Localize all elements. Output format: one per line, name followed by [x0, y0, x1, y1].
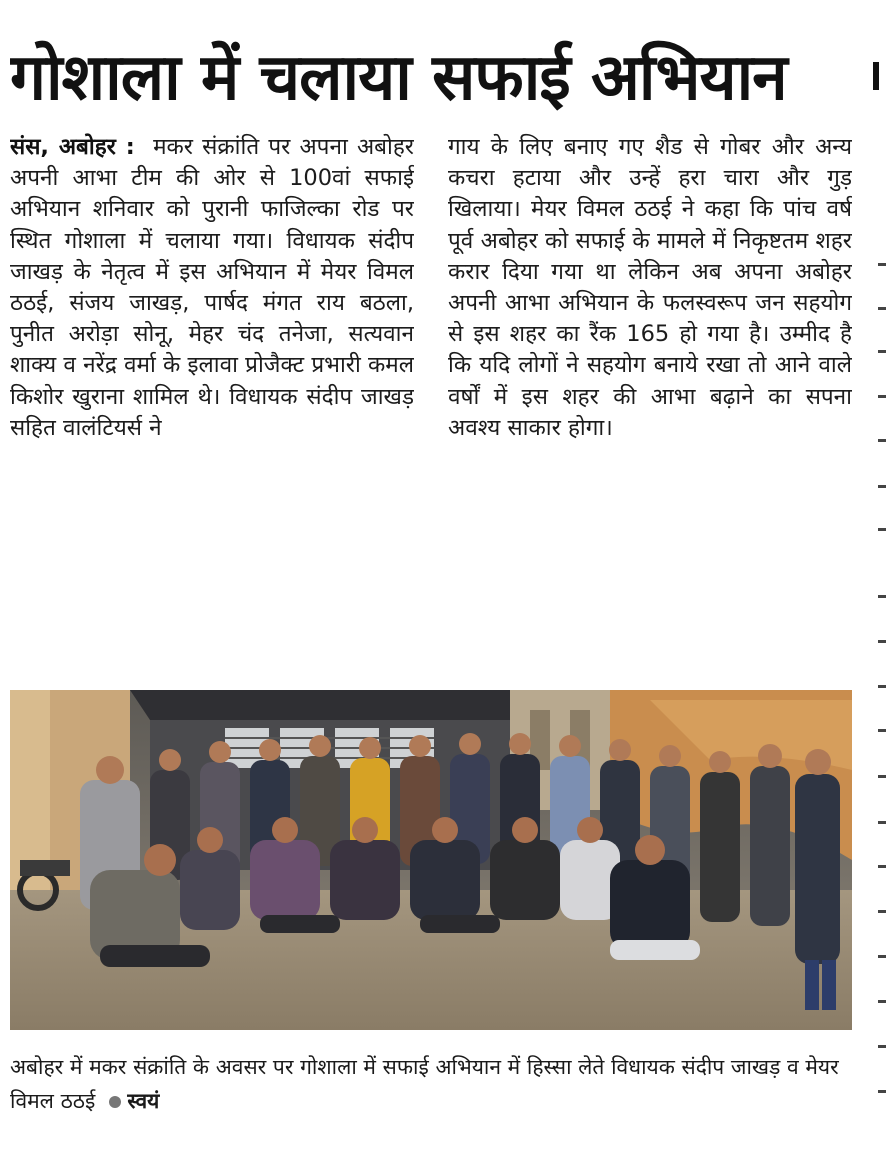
caption-text: अबोहर में मकर संक्रांति के अवसर पर गोशाला में सफाई अभियान में हिस्सा लेते विधायक संदीप जाखड़ व मेयर विमल ठठई	[10, 1055, 839, 1113]
article-column-right	[448, 132, 852, 672]
photo-caption	[10, 1050, 860, 1130]
photo-credit: स्वयं	[127, 1089, 160, 1113]
body-text-left: मकर संक्रांति पर अपना अबोहर अपनी आभा टीम की ओर से 100वां सफाई अभियान शनिवार को पुरानी फाजिल्का रोड पर स्थित गोशाला में चलाया गया। विधायक संदीप जाखड़ के नेतृत्व में इस अभियान में मेयर विमल ठठई, संजय जाखड़, पार्षद मंगत राय बठला, पुनीत अरोड़ा सोनू, मेहर चंद तनेजा, सत्यवान शाक्य व नरेंद्र वर्मा के इलावा प्रोजैक्ट प्रभारी कमल किशोर खुराना शामिल थे। विधायक संदीप जाखड़ सहित वालंटियर्स ने	[10, 134, 414, 441]
group-photo	[10, 690, 852, 1030]
credit-bullet-icon	[109, 1096, 121, 1108]
adjacent-article-edge	[873, 62, 889, 90]
article-column-left	[10, 132, 414, 672]
headline: गोशाला में चलाया सफाई अभियान	[10, 41, 787, 115]
body-text-right: गाय के लिए बनाए गए शैड से गोबर और अन्य कचरा हटाया और उन्हें हरा चारा और गुड़ खिलाया। मेयर विमल ठठई ने कहा कि पांच वर्ष पूर्व अबोहर को सफाई के मामले में निकृष्टतम शहर करार दिया गया था लेकिन अब अपना अबोहर अपनी आभा अभियान के फलस्वरूप जन सहयोग से इस शहर का रैंक 165 हो गया है। उम्मीद है कि यदि लोगों ने सहयोग बनाये रखा तो आने वाले वर्षों में इस शहर की आभा बढ़ाने का सपना अवश्य साकार होगा।	[448, 134, 852, 441]
dateline: संस, अबोहर :	[10, 134, 135, 160]
group-photo-illustration	[10, 690, 852, 1030]
adjacent-column-fragment	[872, 255, 889, 1135]
